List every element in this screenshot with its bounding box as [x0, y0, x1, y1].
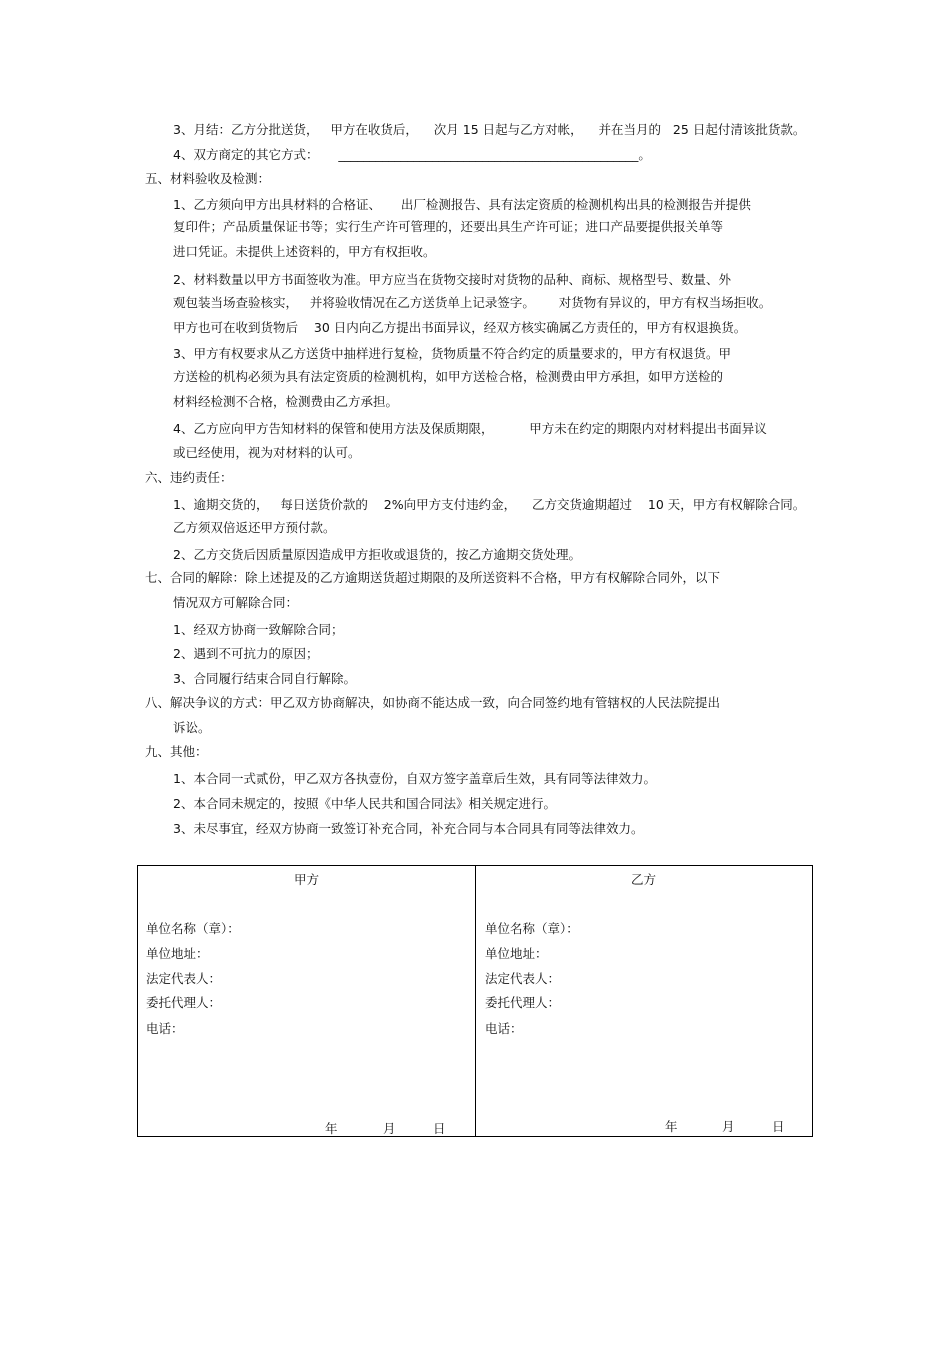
party-a-month: 月	[383, 1121, 396, 1136]
party-a-day: 日	[433, 1121, 446, 1136]
section-5-item-3-line-2: 方送检的机构必须为具有法定资质的检测机构，如甲方送检合格，检测费由甲方承担，如甲方送检的	[173, 369, 724, 384]
section-7-item-3: 3、合同履行结束合同自行解除。	[173, 671, 356, 686]
party-b-unit-name: 单位名称（章）：	[485, 921, 579, 936]
section-5-item-2-line-1: 2、材料数量以甲方书面签收为准。甲方应当在货物交接时对货物的品种、商标、规格型号、数量、外	[173, 272, 731, 287]
party-b-column	[475, 866, 812, 1136]
section-6-heading: 六、违约责任：	[145, 470, 233, 485]
section-6-item-1-line-2: 乙方须双倍返还甲方预付款。	[173, 520, 336, 535]
section-5-item-1-line-1: 1、乙方须向甲方出具材料的合格证、 出厂检测报告、具有法定资质的检测机构出具的检测报告并提供	[173, 197, 751, 212]
section-5-item-1-line-2: 复印件；产品质量保证书等；实行生产许可管理的，还要出具生产许可证；进口产品要提供报关单等	[173, 219, 724, 234]
section-5-item-2-line-3: 甲方也可在收到货物后 30 日内向乙方提出书面异议，经双方核实确属乙方责任的，甲方有权退换货。	[173, 320, 747, 335]
section-9-item-1: 1、本合同一式贰份，甲乙双方各执壹份，自双方签字盖章后生效，具有同等法律效力。	[173, 771, 656, 786]
party-b-title: 乙方	[630, 872, 656, 887]
section-7-item-1: 1、经双方协商一致解除合同；	[173, 622, 344, 637]
party-b-month: 月	[722, 1119, 735, 1134]
clause-4-item-3: 3、月结：乙方分批送货， 甲方在收货后， 次月 15 日起与乙方对帐， 并在当月的 25 日起付清该批货款。	[173, 122, 806, 137]
section-7-item-2: 2、遇到不可抗力的原因；	[173, 646, 319, 661]
section-8-line-2: 诉讼。	[173, 720, 211, 735]
section-5-item-1-line-3: 进口凭证。未提供上述资料的，甲方有权拒收。	[173, 244, 436, 259]
party-a-address: 单位地址：	[146, 946, 209, 961]
party-a-year: 年	[325, 1121, 338, 1136]
party-b-agent: 委托代理人：	[485, 995, 561, 1010]
party-a-unit-name: 单位名称（章）：	[146, 921, 240, 936]
section-9-item-2: 2、本合同未规定的，按照《中华人民共和国合同法》相关规定进行。	[173, 796, 556, 811]
party-a-title: 甲方	[293, 872, 319, 887]
section-5-item-3-line-3: 材料经检测不合格，检测费由乙方承担。	[173, 394, 399, 409]
party-b-legal-rep: 法定代表人：	[485, 971, 561, 986]
section-9-heading: 九、其他：	[145, 744, 208, 759]
section-7-heading-line-2: 情况双方可解除合同：	[173, 595, 299, 610]
party-b-phone: 电话：	[485, 1021, 523, 1036]
clause-4-item-4: 4、双方商定的其它方式： ________________________________________________。	[173, 147, 651, 162]
section-5-heading: 五、材料验收及检测：	[145, 171, 271, 186]
section-9-item-3: 3、未尽事宜，经双方协商一致签订补充合同，补充合同与本合同具有同等法律效力。	[173, 821, 644, 836]
section-5-item-2-line-2: 观包装当场查验核实， 并将验收情况在乙方送货单上记录签字。 对货物有异议的，甲方有权当场拒收。	[173, 295, 772, 310]
party-b-day: 日	[772, 1119, 785, 1134]
signature-table	[137, 865, 813, 1137]
section-7-heading-line-1: 七、合同的解除：除上述提及的乙方逾期送货超过期限的及所送资料不合格，甲方有权解除合同外，以下	[145, 570, 721, 585]
party-a-agent: 委托代理人：	[146, 995, 222, 1010]
party-a-legal-rep: 法定代表人：	[146, 971, 222, 986]
party-a-column	[138, 866, 476, 1136]
section-8-line-1: 八、解决争议的方式：甲乙双方协商解决，如协商不能达成一致，向合同签约地有管辖权的人民法院提出	[145, 695, 721, 710]
party-a-phone: 电话：	[146, 1021, 184, 1036]
section-5-item-4-line-2: 或已经使用，视为对材料的认可。	[173, 445, 361, 460]
section-6-item-2: 2、乙方交货后因质量原因造成甲方拒收或退货的，按乙方逾期交货处理。	[173, 547, 581, 562]
section-5-item-3-line-1: 3、甲方有权要求从乙方送货中抽样进行复检，货物质量不符合约定的质量要求的，甲方有权退货。甲	[173, 346, 731, 361]
party-b-year: 年	[665, 1119, 678, 1134]
party-b-address: 单位地址：	[485, 946, 548, 961]
section-5-item-4-line-1: 4、乙方应向甲方告知材料的保管和使用方法及保质期限， 甲方未在约定的期限内对材料提出书面异议	[173, 421, 767, 436]
section-6-item-1-line-1: 1、逾期交货的， 每日送货价款的 2%向甲方支付违约金， 乙方交货逾期超过 10 天，甲方有权解除合同。	[173, 497, 806, 512]
